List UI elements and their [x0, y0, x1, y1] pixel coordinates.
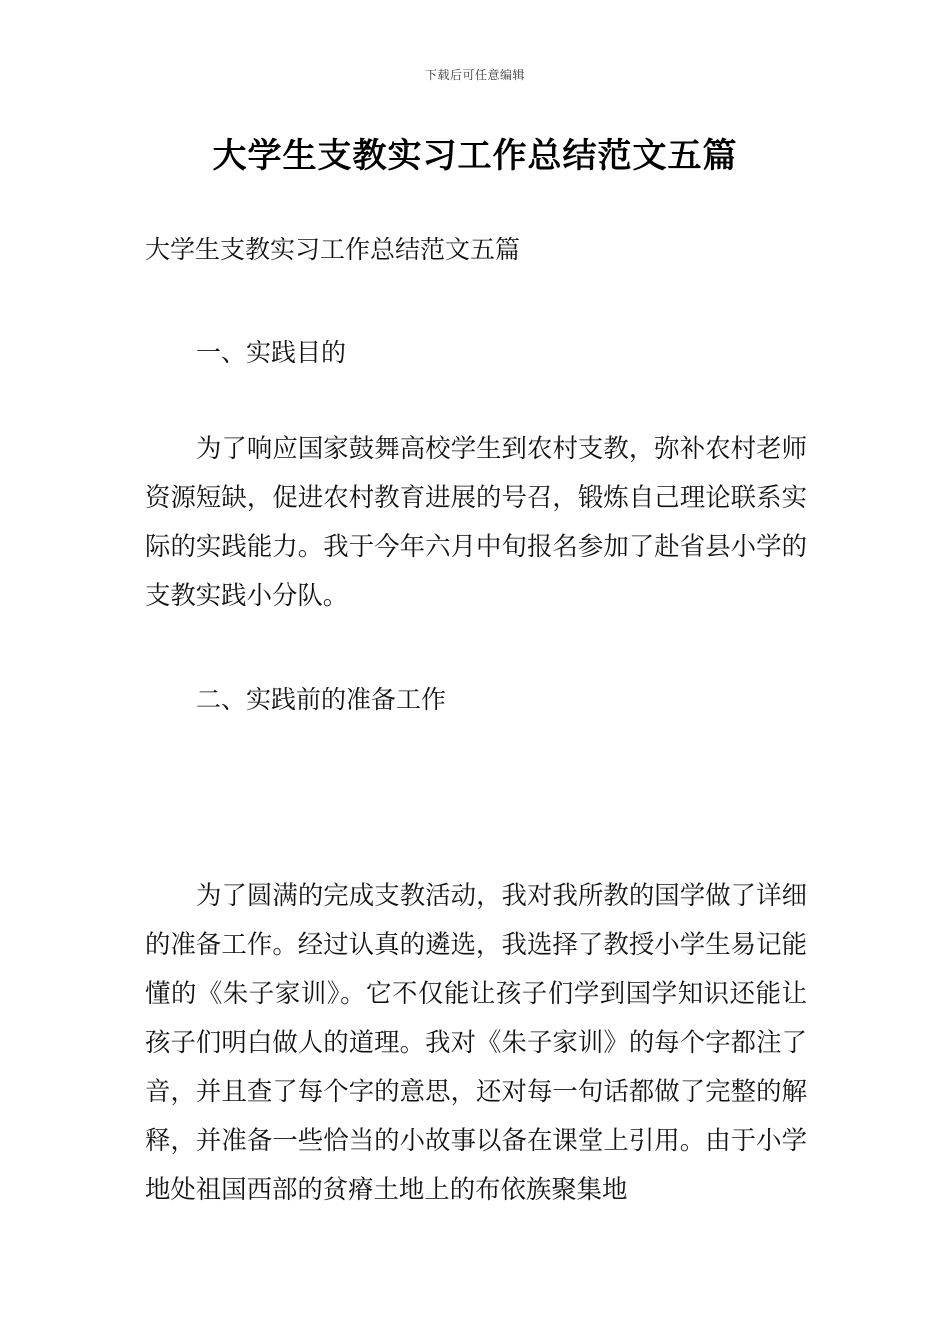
section-heading-1: 一、实践目的 [196, 338, 347, 367]
document-subtitle: 大学生支教实习工作总结范文五篇 [145, 235, 521, 264]
section-paragraph-1: 为了响应国家鼓舞高校学生到农村支教，弥补农村老师资源短缺，促进农村教育进展的号召，锻炼自己理论联系实际的实践能力。我于今年六月中旬报名参加了赴省县小学的支教实践小分队。 [145, 433, 807, 610]
section-paragraph-2: 为了圆满的完成支教活动，我对我所教的国学做了详细的准备工作。经过认真的遴选，我选择了教授小学生易记能懂的《朱子家训》。它不仅能让孩子们学到国学知识还能让孩子们明白做人的道理。我对《朱子家训》的每个字都注了音，并且查了每个字的意思，还对每一句话都做了完整的解释，并准备一些恰当的小故事以备在课堂上引用。由于小学地处祖国西部的贫瘠土地上的布依族聚集地 [145, 880, 807, 1204]
document-title: 大学生支教实习工作总结范文五篇 [212, 136, 738, 176]
section-heading-2: 二、实践前的准备工作 [196, 685, 447, 714]
header-note: 下载后可任意编辑 [424, 68, 525, 82]
